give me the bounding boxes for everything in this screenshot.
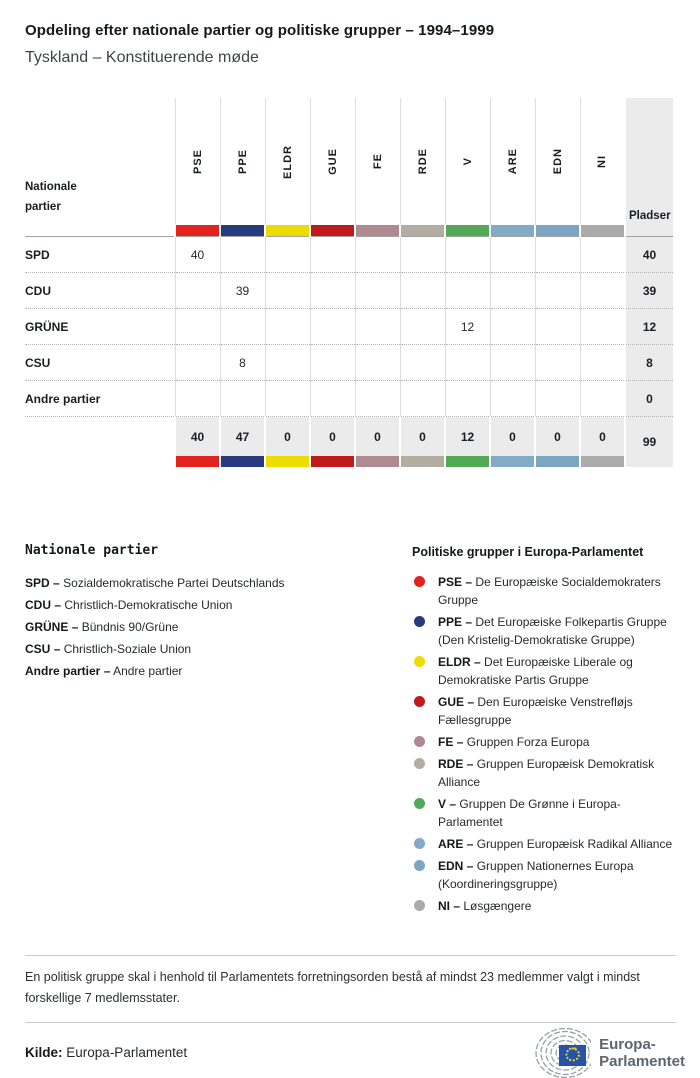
cell [400, 309, 445, 345]
national-parties-legend [25, 543, 412, 919]
divider [25, 1022, 676, 1023]
total-cell: 12 [445, 417, 490, 457]
seats-cell: 40 [625, 237, 673, 273]
cell [175, 345, 220, 381]
legend-item-pse: PSE – De Europæiske Socialdemokraters Gruppe [412, 573, 676, 609]
pse-color-bar [175, 225, 220, 237]
cell [220, 309, 265, 345]
party-label: SPD [25, 237, 175, 273]
legend-item-edn: EDN – Gruppen Nationernes Europa (Koordineringsgruppe) [412, 857, 676, 893]
cell [580, 309, 625, 345]
seats-cell: 8 [625, 345, 673, 381]
cell [445, 273, 490, 309]
cell [535, 237, 580, 273]
spacer-cell [25, 225, 175, 237]
footnote-text: En politisk gruppe skal i henhold til Parlamentets forretningsorden bestå af mindst 23 medlemmer valgt i mindst forskellige 7 medlemsstater. [25, 970, 640, 1005]
cell [445, 237, 490, 273]
spacer-cell [25, 456, 175, 467]
legend-item-ni: NI – Løsgængere [412, 897, 676, 915]
cell [400, 273, 445, 309]
group-color-bar-row-bottom [25, 456, 673, 467]
legend-item-cdu: CDU – Christlich-Demokratische Union [25, 598, 233, 612]
table-row-csu [25, 345, 673, 381]
ppe-color-bar [220, 456, 265, 467]
column-header-are: ARE [490, 98, 535, 225]
cell [400, 381, 445, 417]
legend-item-spd: SPD – Sozialdemokratische Partei Deutschlands [25, 576, 285, 590]
table-header-row [25, 98, 673, 225]
legend-item-csu: CSU – Christlich-Soziale Union [25, 642, 192, 656]
column-header-v: V [445, 98, 490, 225]
national-parties-column-header: Nationale partier [25, 181, 77, 213]
national-legend-heading: Nationale partier [25, 543, 159, 558]
column-header-gue: GUE [310, 98, 355, 225]
legend-item-gue: GUE – Den Europæiske Venstrefløjs Fællesgruppe [412, 693, 676, 729]
eldr-color-bar [265, 225, 310, 237]
seats-column-header: Pladser [625, 98, 673, 225]
cell [490, 381, 535, 417]
legend-item-gruene: GRÜNE – Bündnis 90/Grüne [25, 620, 179, 634]
spacer-cell [25, 417, 175, 457]
cell [310, 237, 355, 273]
column-header-pse: PSE [175, 98, 220, 225]
party-label: CDU [25, 273, 175, 309]
gue-color-bar [310, 225, 355, 237]
legend-item-ppe: PPE – Det Europæiske Folkepartis Gruppe (Den Kristelig-Demokratiske Gruppe) [412, 613, 676, 649]
gue-color-bar [310, 456, 355, 467]
seats-cell: 39 [625, 273, 673, 309]
column-header-eldr: ELDR [265, 98, 310, 225]
cell [355, 345, 400, 381]
fe-color-dot [414, 736, 425, 747]
total-cell: 0 [400, 417, 445, 457]
ppe-color-bar [220, 225, 265, 237]
cell [355, 237, 400, 273]
cell [265, 273, 310, 309]
legend-item-v: V – Gruppen De Grønne i Europa-Parlamentet [412, 795, 676, 831]
cell [490, 345, 535, 381]
page-title: Opdeling efter nationale partier og politiske grupper – 1994–1999 [25, 22, 495, 39]
cell [265, 381, 310, 417]
cell [310, 273, 355, 309]
europa-parlamentet-logo [523, 1028, 685, 1078]
total-seats-cell: 99 [625, 417, 673, 468]
cell: 39 [220, 273, 265, 309]
cell [355, 381, 400, 417]
column-header-fe: FE [355, 98, 400, 225]
rde-color-bar [400, 456, 445, 467]
cell [220, 237, 265, 273]
hemicycle-flag-icon [523, 1028, 591, 1078]
political-groups-legend [412, 543, 676, 919]
seats-header-filler [625, 225, 673, 237]
column-header-edn: EDN [535, 98, 580, 225]
ni-color-dot [414, 900, 425, 911]
cell [265, 345, 310, 381]
eldr-color-dot [414, 656, 425, 667]
page-subtitle: Tyskland – Konstituerende møde [25, 49, 259, 66]
ni-color-bar [580, 456, 625, 467]
logo-wordmark: Europa- Parlamentet [599, 1035, 685, 1070]
footer [25, 1028, 685, 1078]
ppe-color-dot [414, 616, 425, 627]
divider [25, 955, 676, 956]
rde-color-bar [400, 225, 445, 237]
v-color-bar [445, 456, 490, 467]
table-row-gruene [25, 309, 673, 345]
seats-cell: 12 [625, 309, 673, 345]
table-row-cdu [25, 273, 673, 309]
cell [535, 273, 580, 309]
rde-color-dot [414, 758, 425, 769]
total-cell: 40 [175, 417, 220, 457]
total-cell: 0 [355, 417, 400, 457]
cell [175, 273, 220, 309]
seats-cell: 0 [625, 381, 673, 417]
source-line: Kilde: Europa-Parlamentet [25, 1045, 188, 1060]
are-color-bar [490, 225, 535, 237]
fe-color-bar [355, 456, 400, 467]
cell [490, 273, 535, 309]
cell [220, 381, 265, 417]
legends-section [25, 543, 676, 919]
cell [580, 237, 625, 273]
gue-color-dot [414, 696, 425, 707]
cell [490, 237, 535, 273]
party-label: CSU [25, 345, 175, 381]
cell [310, 309, 355, 345]
cell [175, 309, 220, 345]
party-label: GRÜNE [25, 309, 175, 345]
legend-item-eldr: ELDR – Det Europæiske Liberale og Demokratiske Partis Gruppe [412, 653, 676, 689]
totals-row [25, 417, 673, 457]
cell: 12 [445, 309, 490, 345]
fe-color-bar [355, 225, 400, 237]
pse-color-dot [414, 576, 425, 587]
pse-color-bar [175, 456, 220, 467]
legend-item-fe: FE – Gruppen Forza Europa [412, 733, 676, 751]
cell [580, 345, 625, 381]
cell [310, 381, 355, 417]
total-cell: 0 [580, 417, 625, 457]
total-cell: 0 [310, 417, 355, 457]
are-color-dot [414, 838, 425, 849]
cell [400, 237, 445, 273]
edn-color-dot [414, 860, 425, 871]
group-color-bar-row [25, 225, 673, 237]
cell [535, 345, 580, 381]
total-cell: 0 [265, 417, 310, 457]
cell [400, 345, 445, 381]
cell [355, 273, 400, 309]
cell [490, 309, 535, 345]
seats-table [25, 98, 673, 467]
edn-color-bar [535, 225, 580, 237]
v-color-bar [445, 225, 490, 237]
cell [310, 345, 355, 381]
table-row-spd [25, 237, 673, 273]
cell: 8 [220, 345, 265, 381]
legend-item-andre-partier: Andre partier – Andre partier [25, 664, 183, 678]
legend-item-rde: RDE – Gruppen Europæisk Demokratisk Alliance [412, 755, 676, 791]
column-header-rde: RDE [400, 98, 445, 225]
cell [580, 273, 625, 309]
cell [445, 345, 490, 381]
eldr-color-bar [265, 456, 310, 467]
column-header-ni: NI [580, 98, 625, 225]
cell [265, 309, 310, 345]
total-cell: 0 [535, 417, 580, 457]
cell: 40 [175, 237, 220, 273]
cell [535, 309, 580, 345]
table-row-andre-partier [25, 381, 673, 417]
ni-color-bar [580, 225, 625, 237]
edn-color-bar [535, 456, 580, 467]
legend-item-are: ARE – Gruppen Europæisk Radikal Alliance [412, 835, 676, 853]
groups-legend-heading: Politiske grupper i Europa-Parlamentet [412, 545, 644, 559]
cell [355, 309, 400, 345]
total-cell: 0 [490, 417, 535, 457]
v-color-dot [414, 798, 425, 809]
total-cell: 47 [220, 417, 265, 457]
are-color-bar [490, 456, 535, 467]
cell [535, 381, 580, 417]
cell [265, 237, 310, 273]
cell [175, 381, 220, 417]
cell [445, 381, 490, 417]
column-header-ppe: PPE [220, 98, 265, 225]
party-label: Andre partier [25, 381, 175, 417]
cell [580, 381, 625, 417]
